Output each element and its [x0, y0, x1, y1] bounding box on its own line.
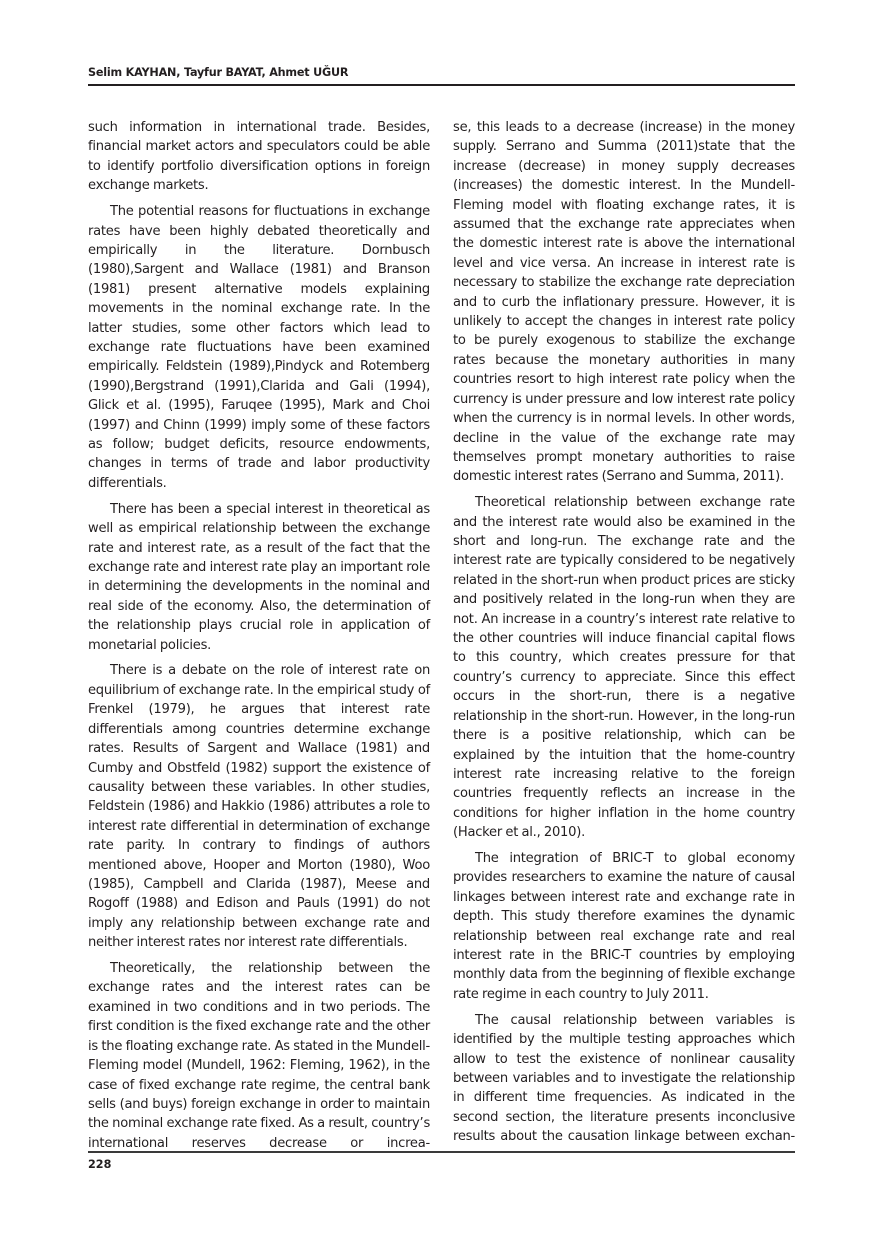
- header-rule: [88, 84, 795, 86]
- paragraph: There has been a special interest in theoretical as well as empirical relationship between the exchange rate and interest rate, as a result of the fact that the exchange rate and interest rate play an important role in determining the developments in the nominal and real side of the economy. Also, the determination of the relationship plays crucial role in application of monetarial policies.: [88, 501, 430, 653]
- page-number: 228: [88, 1158, 112, 1171]
- right-column: [453, 118, 795, 1153]
- footer-rule: [88, 1151, 795, 1153]
- paragraph: Theoretically, the relationship between the exchange rates and the interest rates can be examined in two conditions and in two periods. The first condition is the fixed exchange rate and the other is the floating exchange rate. As stated in the Mundell-Fleming model (Mundell, 1962: Fleming, 1962), in the case of fixed exchange rate regime, the central bank sells (and buys) foreign exchange in order to maintain the nominal exchange rate fixed. As a result, country’s international reserves decrease or increa-: [88, 961, 431, 1151]
- running-head-authors: Selim KAYHAN, Tayfur BAYAT, Ahmet UĞUR: [88, 66, 349, 79]
- paragraph: Theoretical relationship between exchange rate and the interest rate would also be examined in the short and long-run. The exchange rate and the interest rate are typically considered to be negatively related in the short-run when product prices are sticky and positively related in the long-run when they are not. An increase in a country’s interest rate relative to the other countries will induce financial capital flows to this country, which creates pressure for that country’s currency to appreciate. Since this effect occurs in the short-run, there is a negative relationship in the short-run. However, in the long-run there is a positive relationship, which can be explained by the intuition that the home-country interest rate increasing relative to the foreign countries frequently reflects an increase in the conditions for higher inflation in the home country (Hacker et al., 2010).: [453, 495, 795, 841]
- paragraph: se, this leads to a decrease (increase) in the money supply. Serrano and Summa (2011)state that the increase (decrease) in money supply decreases (increases) the domestic interest. In the Mundell-Fleming model with floating exchange rates, it is assumed that the exchange rate appreciates when the domestic interest rate is above the international level and vice versa. An increase in interest rate is necessary to stabilize the exchange rate depreciation and to curb the inflationary pressure. However, it is unlikely to accept the changes in interest rate policy to be purely exogenous to stabilize the exchange rates because the monetary authorities in many countries resort to high interest rate policy when the currency is under pressure and low interest rate policy when the currency is in normal levels. In other words, decline in the value of the exchange rate may themselves prompt monetary authorities to raise domestic interest rates (Serrano and Summa, 2011).: [453, 120, 795, 485]
- left-column: [88, 118, 430, 1160]
- paragraph: The causal relationship between variables is identified by the multiple testing approaches which allow to test the existence of nonlinear causality between variables and to investigate the relationship in different time frequencies. As indicated in the second section, the literature presents inconclusive results about the causation linkage between exchan-: [453, 1012, 795, 1145]
- paragraph: The integration of BRIC-T to global economy provides researchers to examine the nature of causal linkages between interest rate and exchange rate in depth. This study therefore examines the dynamic relationship between real exchange rate and real interest rate in the BRIC-T countries by employing monthly data from the beginning of flexible exchange rate regime in each country to July 2011.: [453, 851, 795, 1002]
- paragraph: such information in international trade. Besides, financial market actors and speculators could be able to identify portfolio diversification options in foreign exchange markets.: [88, 120, 430, 194]
- paragraph: There is a debate on the role of interest rate on equilibrium of exchange rate. In the empirical study of Frenkel (1979), he argues that interest rate differentials among countries determine exchange rates. Results of Sargent and Wallace (1981) and Cumby and Obstfeld (1982) support the existence of causality between these variables. In other studies, Feldstein (1986) and Hakkio (1986) attributes a role to interest rate differential in determination of exchange rate parity. In contrary to findings of authors mentioned above, Hooper and Morton (1980), Woo (1985), Campbell and Clarida (1987), Meese and Rogoff (1988) and Edison and Pauls (1991) do not imply any relationship between exchange rate and neither interest rates nor interest rate differentials.: [88, 663, 430, 951]
- paragraph: The potential reasons for fluctuations in exchange rates have been highly debated theoretically and empirically in the literature. Dornbusch (1980),Sargent and Wallace (1981) and Branson (1981) present alternative models explaining movements in the nominal exchange rate. In the latter studies, some other factors which lead to exchange rate fluctuations have been examined empirically. Feldstein (1989),Pindyck and Rotemberg (1990),Bergstrand (1991),Clarida and Gali (1994), Glick et al. (1995), Faruqee (1995), Mark and Choi (1997) and Chinn (1999) imply some of these factors as follow; budget deficits, resource endowments, changes in terms of trade and labor productivity differentials.: [88, 204, 430, 491]
